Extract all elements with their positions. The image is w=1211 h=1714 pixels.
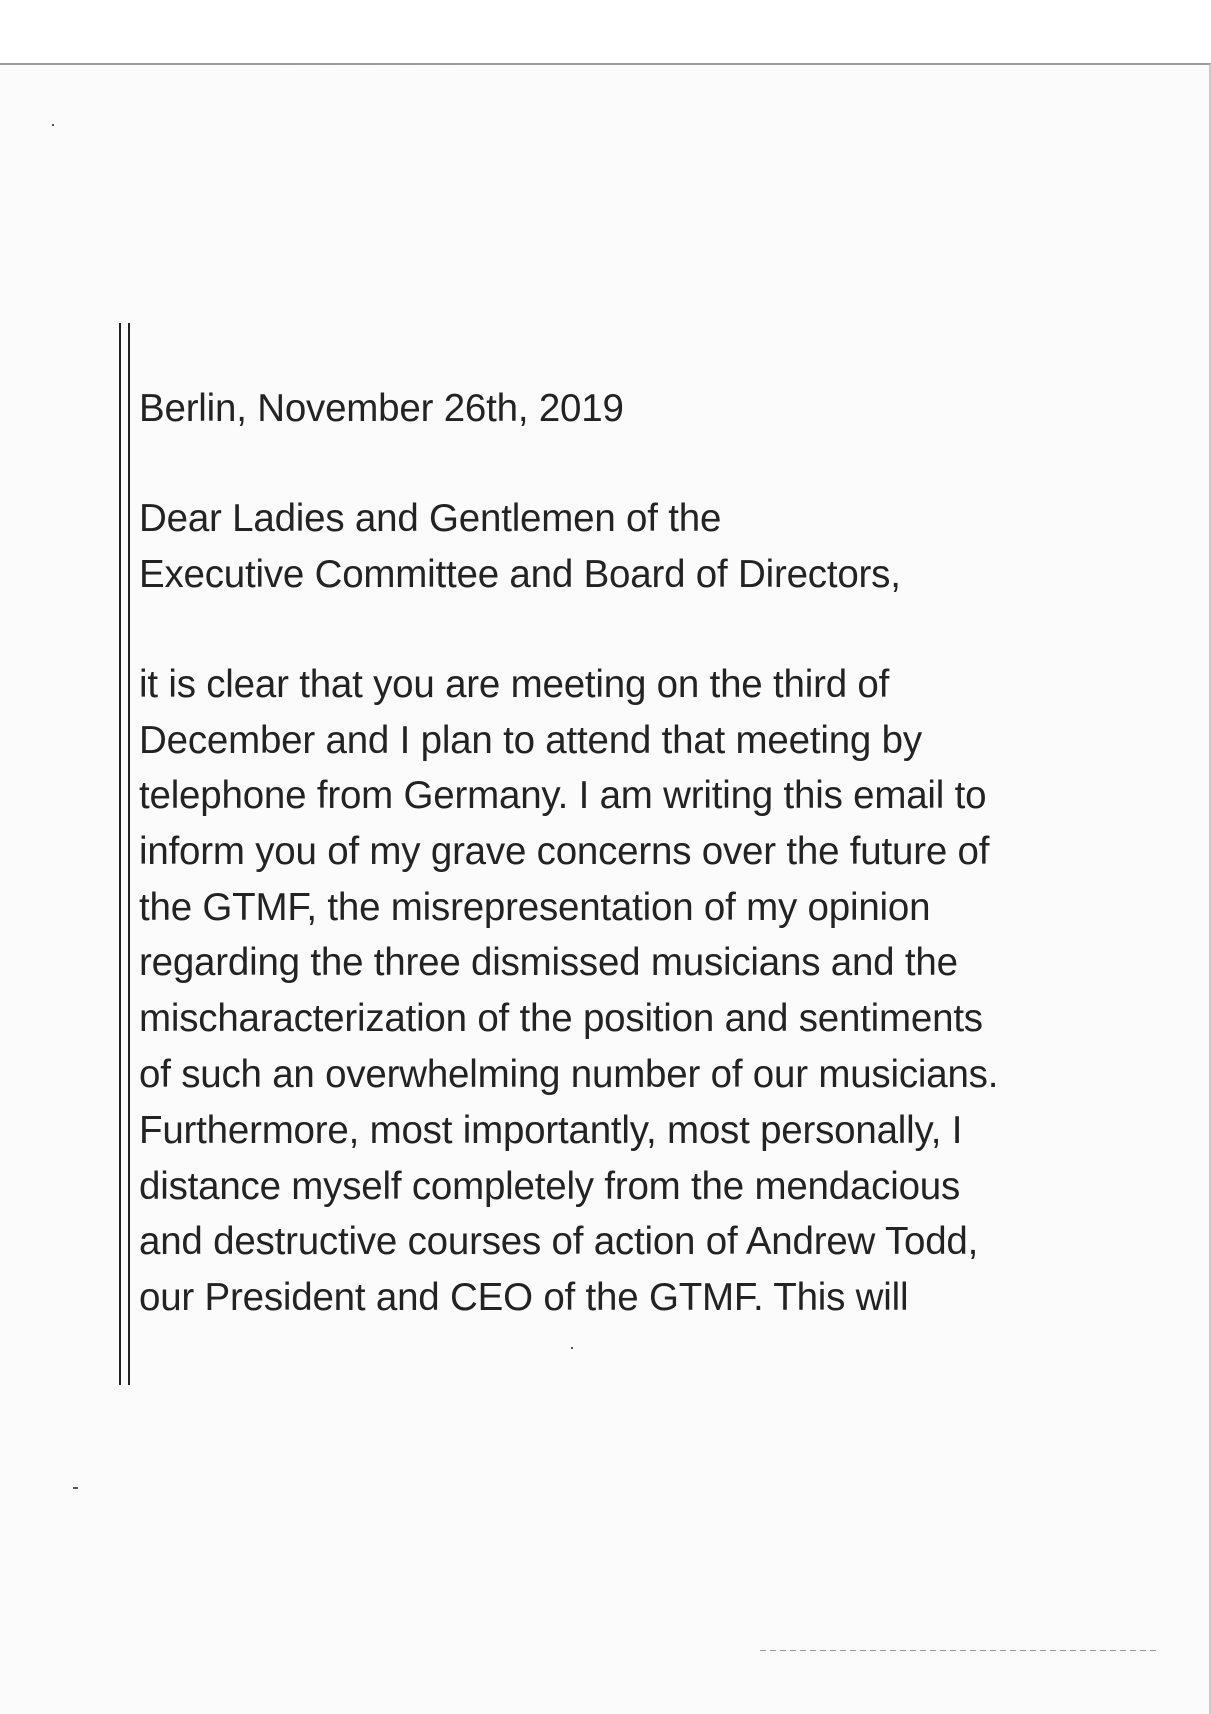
- letter-date: Berlin, November 26th, 2019: [139, 387, 624, 430]
- body-line: mischaracterization of the position and sentiments: [139, 997, 983, 1040]
- salutation-line: Dear Ladies and Gentlemen of the: [139, 497, 722, 540]
- scan-artifact: [760, 1650, 1160, 1651]
- body-line: December and I plan to attend that meeting by: [139, 719, 922, 762]
- body-line: the GTMF, the misrepresentation of my opinion: [139, 886, 931, 929]
- body-line: and destructive courses of action of Andrew Todd,: [139, 1220, 979, 1263]
- scan-speck: [52, 124, 54, 126]
- body-line: our President and CEO of the GTMF. This will: [139, 1276, 909, 1319]
- scan-speck: [571, 1347, 573, 1349]
- margin-rule: [119, 323, 121, 1385]
- body-line: Furthermore, most importantly, most personally, I: [139, 1109, 963, 1152]
- scan-artifact: [280, 64, 460, 65]
- body-line: of such an overwhelming number of our musicians.: [139, 1053, 999, 1096]
- body-line: inform you of my grave concerns over the future of: [139, 830, 990, 873]
- body-line: it is clear that you are meeting on the third of: [139, 663, 890, 706]
- body-line: telephone from Germany. I am writing this email to: [139, 774, 987, 817]
- body-line: regarding the three dismissed musicians and the: [139, 941, 958, 984]
- scan-speck: [73, 1487, 78, 1489]
- salutation-line: Executive Committee and Board of Directors,: [139, 553, 901, 596]
- body-line: distance myself completely from the mendacious: [139, 1165, 961, 1208]
- margin-rule: [128, 323, 130, 1385]
